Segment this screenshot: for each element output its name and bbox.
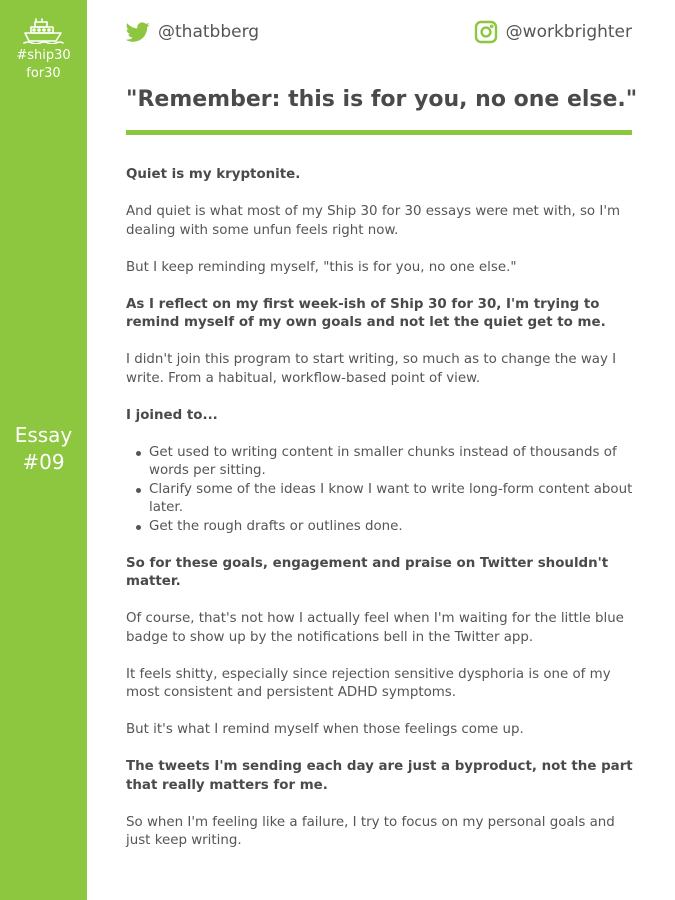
paragraph-11: The tweets I'm sending each day are just a byproduct, not the part that really matters for me. xyxy=(126,759,633,793)
instagram-handle-text: @workbrighter xyxy=(505,22,632,42)
twitter-handle[interactable] xyxy=(126,20,259,44)
paragraph-3: But I keep reminding myself, "this is for you, no one else." xyxy=(126,259,517,275)
goals-list xyxy=(149,444,636,537)
page-title: "Remember: this is for you, no one else." xyxy=(126,87,638,112)
essay-number-label xyxy=(0,422,87,476)
paragraph-8: Of course, that's not how I actually feel when I'm waiting for the little blue badge to show up by the notifications bell in the Twitter app. xyxy=(126,611,624,645)
title-underline-divider xyxy=(126,130,632,135)
essay-line-2: #09 xyxy=(22,450,65,474)
sidebar xyxy=(0,0,87,900)
paragraph-1: Quiet is my kryptonite. xyxy=(126,167,301,182)
paragraph-4: As I reflect on my first week-ish of Ship 30 for 30, I'm trying to remind myself of my own goals and not let the quiet get to me. xyxy=(126,296,606,330)
essay-body xyxy=(126,166,636,869)
paragraph-6: I joined to... xyxy=(126,407,218,423)
instagram-icon xyxy=(474,20,498,44)
twitter-bird-icon xyxy=(126,20,150,44)
list-item: Clarify some of the ideas I know I want to write long-form content about later. xyxy=(149,481,636,518)
paragraph-2: And quiet is what most of my Ship 30 for 30 essays were met with, so I'm dealing with some unfun feels right now. xyxy=(126,204,621,238)
list-item: Get the rough drafts or outlines done. xyxy=(149,518,636,537)
paragraph-7: So for these goals, engagement and praise on Twitter shouldn't matter. xyxy=(126,555,609,589)
paragraph-12: So when I'm feeling like a failure, I try to focus on my personal goals and just keep writing. xyxy=(126,814,615,848)
paragraph-9: It feels shitty, especially since rejection sensitive dysphoria is one of my most consistent and persistent ADHD symptoms. xyxy=(126,666,611,700)
list-item: Get used to writing content in smaller chunks instead of thousands of words per sitting. xyxy=(149,444,636,481)
hashtag-line-1: #ship30 xyxy=(16,48,71,63)
instagram-handle[interactable] xyxy=(474,20,632,44)
hashtag-line-2: for30 xyxy=(26,66,61,81)
twitter-handle-text: @thatbberg xyxy=(158,22,260,42)
paragraph-10: But it's what I remind myself when those feelings come up. xyxy=(126,722,524,737)
hashtag-label xyxy=(0,47,87,83)
essay-line-1: Essay xyxy=(14,423,73,447)
ship-icon xyxy=(22,18,64,44)
paragraph-5: I didn't join this program to start writing, so much as to change the way I write. From a habitual, workflow-based point of view. xyxy=(126,352,617,386)
